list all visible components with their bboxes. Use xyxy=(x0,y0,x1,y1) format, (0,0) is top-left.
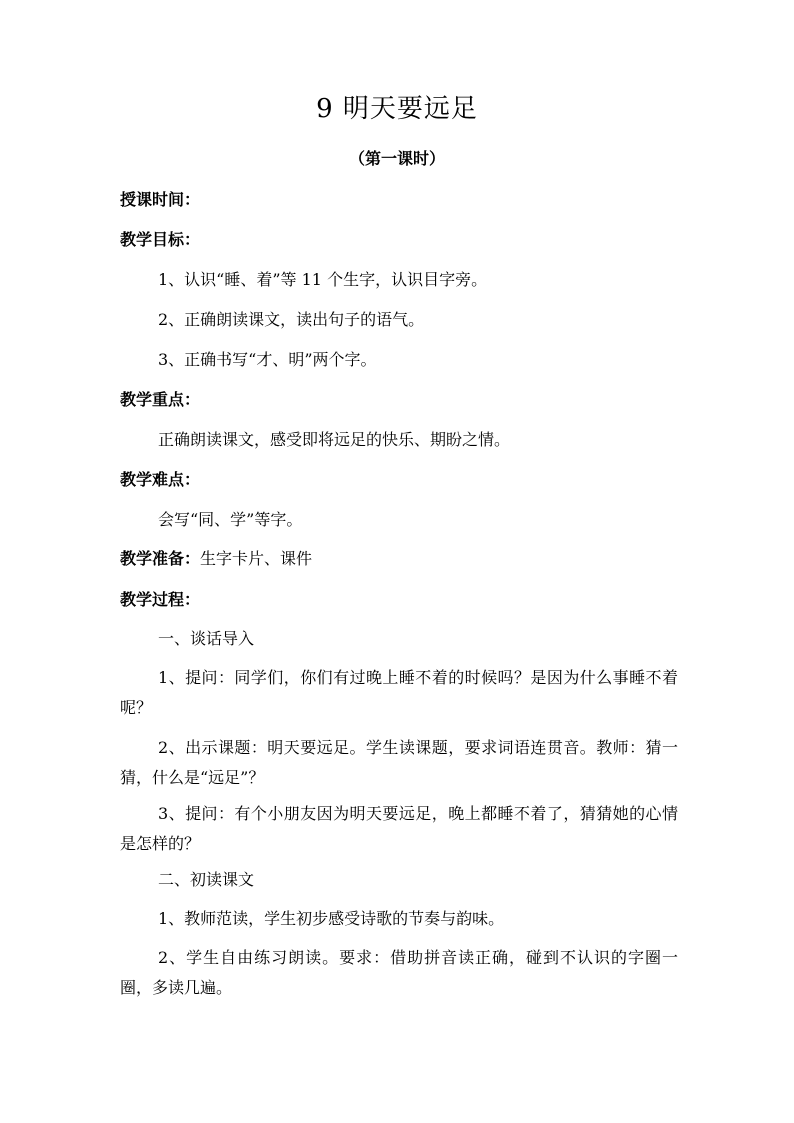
process-step: 1、提问：同学们，你们有过晚上睡不着的时候吗？是因为什么事睡不着呢？ xyxy=(120,668,678,717)
lesson-subtitle: （第一课时） xyxy=(348,149,445,168)
process-step: 2、出示课题：明天要远足。学生读课题，要求词语连贯音。教师：猜一猜，什么是“远足”？ xyxy=(120,738,678,787)
key-points-label: 教学重点： xyxy=(120,390,201,409)
section-heading: 二、初读课文 xyxy=(158,870,255,889)
difficulties-label: 教学难点： xyxy=(120,470,201,489)
process-step: 2、学生自由练习朗读。要求：借助拼音读正确，碰到不认识的字圈一圈，多读几遍。 xyxy=(120,948,678,997)
process-label: 教学过程： xyxy=(120,590,201,609)
preparation-label: 教学准备： xyxy=(120,549,201,568)
preparation-line xyxy=(120,545,680,573)
key-points-text: 正确朗读课文，感受即将远足的快乐、期盼之情。 xyxy=(158,430,511,449)
objective-item: 1、认识“睡、着”等 11 个生字，认识目字旁。 xyxy=(158,270,488,289)
preparation-text: 生字卡片、课件 xyxy=(200,549,313,568)
lesson-title: 9 明天要远足 xyxy=(316,94,478,124)
objective-item: 2、正确朗读课文，读出句子的语气。 xyxy=(158,310,425,329)
objectives-label: 教学目标： xyxy=(120,230,201,249)
difficulties-text: 会写“同、学”等字。 xyxy=(158,510,303,529)
process-step: 1、教师范读，学生初步感受诗歌的节奏与韵味。 xyxy=(158,909,505,928)
section-heading: 一、谈话导入 xyxy=(158,629,255,648)
objective-item: 3、正确书写“才、明”两个字。 xyxy=(158,350,377,369)
teaching-time-label: 授课时间： xyxy=(120,190,201,209)
process-step: 3、提问：有个小朋友因为明天要远足，晚上都睡不着了，猜猜她的心情是怎样的？ xyxy=(120,804,678,853)
